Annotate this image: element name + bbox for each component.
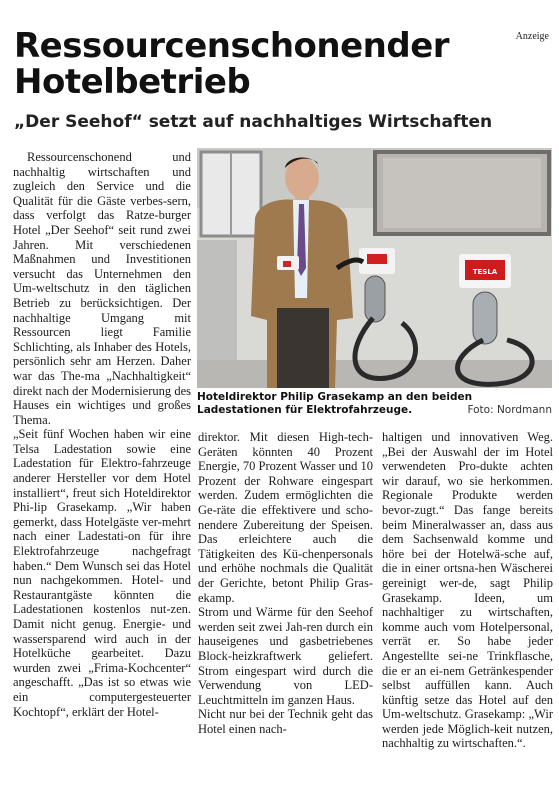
article-photo [197, 148, 552, 388]
subheadline: „Der Seehof“ setzt auf nachhaltiges Wirtschaften [14, 112, 493, 132]
photo-credit: Foto: Nordmann [467, 404, 552, 416]
paragraph: „Seit fünf Wochen haben wir eine Telsa Ladestation sowie eine Ladestation für Elektro-fahrzeuge anderer Hersteller vor dem Hotel installiert“, freut sich Hoteldirektor Phi-lip Grasekamp. „Wir haben gemerkt, dass Hotelgäste ver-mehrt nach einer Ladestati-on für ihre Elektrofahrzeuge nachgefragt haben.“ Dem Wunsch sei das Hotel nun nachgekommen. Hotel- und Restaurantgäste könnten die Ladestationen kostenlos nut-zen. Damit nicht genug. Energie- und wassersparend wird auch in der Hotelküche gearbeitet. Dazu wurden zwei „Frima-Kochcenter“ angeschafft. „Das ist so etwas wie ein computergesteuerter Kochtopf“, erklärt der Hotel- [13, 427, 191, 719]
paragraph: direktor. Mit diesen High-tech-Geräten könnten 40 Prozent Energie, 70 Prozent Wasser und 10 Prozent der Rohware eingespart werden. Zudem ermöglichten die Ge-räte die effektivere und scho-nendere Zubereitung der Speisen. Das erleichtere auch die Tätigkeiten des Kü-chenpersonals und erhöhe nochmals die Qualität der Gerichte, betont Philip Gras-ekamp. [198, 430, 373, 605]
photo-caption [197, 391, 552, 417]
paragraph: haltigen und innovativen Weg. „Bei der Auswahl der im Hotel verwendeten Pro-dukte achten wir darauf, wo sie herkommen. Regionale Produkte werden bevor-zugt.“ Das fange bereits beim Mineralwasser an, dass aus dem Sachsenwald komme und höre bei der Hotelwä-sche auf, die in einer ortsna-hen Wäscherei gereinigt wer-de, sagt Philip Grasekamp. Ideen, um nachhaltiger zu wirtschaften, komme auch vom Hotelpersonal, verrät er. So habe jeder Angestellte sei-ne Trinkflasche, die er an ei-nem Getränkespender selbst auffüllen kann. Auch künftig setze das Hotel auf den Um-weltschutz. Grasekamp: „Wir werden jede Möglich-keit nutzen, nachhaltig zu wirtschaften.“. [382, 430, 553, 751]
caption-text: Hoteldirektor Philip Grasekamp an den beiden Ladestationen für Elektrofahrzeuge. [197, 391, 473, 416]
article-column-3 [382, 430, 553, 751]
paragraph: Ressourcenschonend und nachhaltig wirtschaften und zugleich den Service und die Qualität für die Gäste verbes-sern, dass verfolgt das Ratze-burger Hotel „Der Seehof“ seit rund zwei Jahren. Mit verschiedenen Maßnahmen und Investitionen versucht das Unternehmen den Um-weltschutz in den täglichen Betrieb zu berücksichtigen. Der nachhaltige Umgang mit Ressourcen liegt Familie Schlichting, als Inhaber des Hotels, persönlich sehr am Herzen. Daher war das The-ma „Nachhaltigkeit“ direkt nach der Modernisierung des Hauses ein wichtiges und großes Thema. [13, 150, 191, 427]
paragraph: Nicht nur bei der Technik geht das Hotel einen nach- [198, 707, 373, 736]
headline: Ressourcenschonender Hotelbetrieb [14, 26, 450, 102]
paragraph: Strom und Wärme für den Seehof werden seit zwei Jah-ren durch ein hauseigenes und gasbetriebenes Block-heizkraftwerk geliefert. Strom eingespart wird durch die Verwendung von LED-Leuchtmitteln im ganzen Haus. [198, 605, 373, 707]
tesla-sign-text: TESLA [472, 268, 498, 276]
advertisement-label: Anzeige [515, 31, 549, 42]
photo-hotel-director-chargers [197, 148, 552, 388]
article-column-1 [13, 150, 191, 719]
article-column-2 [198, 430, 373, 736]
